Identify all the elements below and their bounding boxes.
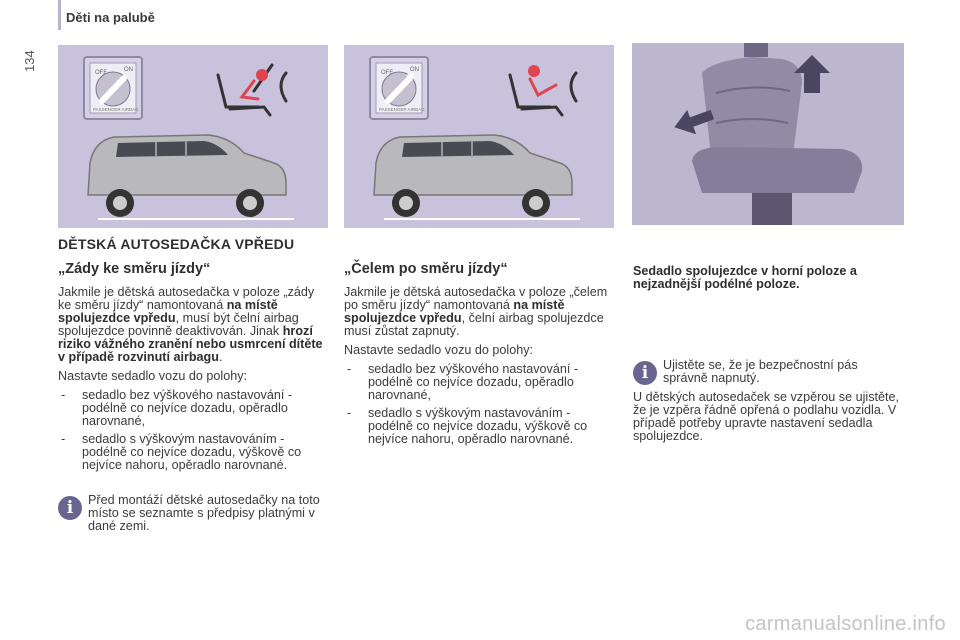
svg-text:PASSENGER AIRBAG: PASSENGER AIRBAG [93, 107, 139, 112]
forward-facing-illustration [344, 45, 614, 228]
support-leg-text: U dětských autosedaček se vzpěrou se ujistěte, že je vzpěra řádně opřená o podlahu vozidla. V případě potřeby upravte nastavení sedadla spolujezdce. [633, 390, 900, 443]
passenger-seat-photo [632, 43, 904, 225]
airbag-switch-on-icon [370, 57, 428, 119]
chapter-title: Děti na palubě [66, 10, 155, 25]
info-icon: i [633, 361, 657, 385]
forward-facing-intro: Jakmile je dětská autosedačka v poloze „čelem po směru jízdy“ namontovaná na místě spolujezdce vpředu, čelní airbag spolujezdce musí zůstat zapnutý. [344, 285, 608, 338]
rear-facing-intro: Jakmile je dětská autosedačka v poloze „zády ke směru jízdy“ namontovaná na místě spolujezdce vpředu, musí být čelní airbag spolujezdce povinně deaktivován. Jinak hrozí riziko vážného zranění nebo usmrcení dítěte v případě rozvinutí airbagu. [58, 285, 323, 364]
rear-facing-positions [58, 389, 330, 472]
car-side-view-icon [374, 135, 580, 219]
forward-facing-positions [344, 363, 616, 446]
list-item: - sedadlo s výškovým nastavováním - podélně co nejvíce dozadu, výškově co nejvíce nahoru, opěradlo narovnané. [58, 433, 330, 472]
seat-position-caption: Sedadlo spolujezdce v horní poloze a nejzadnější podélné poloze. [633, 264, 857, 291]
airbag-switch-off-icon [84, 57, 142, 119]
section-title: DĚTSKÁ AUTOSEDAČKA VPŘEDU [58, 236, 295, 252]
rear-facing-note: i Před montáží dětské autosedačky na toto místo se seznamte s předpisy platnými v dané zemi. [58, 494, 330, 533]
list-item: - sedadlo bez výškového nastavování - podélně co nejvíce dozadu, opěradlo narovnané, [344, 363, 616, 402]
rear-facing-illustration [58, 45, 328, 228]
car-side-view-icon [88, 135, 294, 219]
rear-facing-seat-icon [218, 65, 286, 115]
svg-text:OFF: OFF [95, 70, 107, 76]
watermark: carmanualsonline.info [745, 613, 946, 635]
list-item: - sedadlo bez výškového nastavování - podélně co nejvíce dozadu, opěradlo narovnané, [58, 389, 330, 428]
svg-text:ON: ON [410, 67, 419, 73]
forward-facing-title: „Čelem po směru jízdy“ [344, 261, 508, 277]
forward-facing-seat-icon [510, 65, 576, 115]
rear-facing-column [58, 263, 330, 533]
forward-facing-column [344, 263, 616, 451]
forward-facing-adjust-label: Nastavte sedadlo vozu do polohy: [344, 343, 534, 357]
svg-text:PASSENGER AIRBAG: PASSENGER AIRBAG [379, 107, 425, 112]
rear-facing-title: „Zády ke směru jízdy“ [58, 261, 211, 277]
list-item: - sedadlo s výškovým nastavováním - podélně co nejvíce dozadu, výškově co nejvíce nahoru, opěradlo narovnané. [344, 407, 616, 446]
svg-text:ON: ON [124, 67, 133, 73]
info-icon: i [58, 496, 82, 520]
seat-position-column [633, 265, 903, 449]
svg-text:OFF: OFF [381, 70, 393, 76]
seatbelt-note: i Ujistěte se, že je bezpečnostní pás správně napnutý. [633, 359, 903, 385]
rear-facing-adjust-label: Nastavte sedadlo vozu do polohy: [58, 369, 248, 383]
page-edge-bar [58, 0, 61, 30]
page-number: 134 [22, 50, 37, 72]
